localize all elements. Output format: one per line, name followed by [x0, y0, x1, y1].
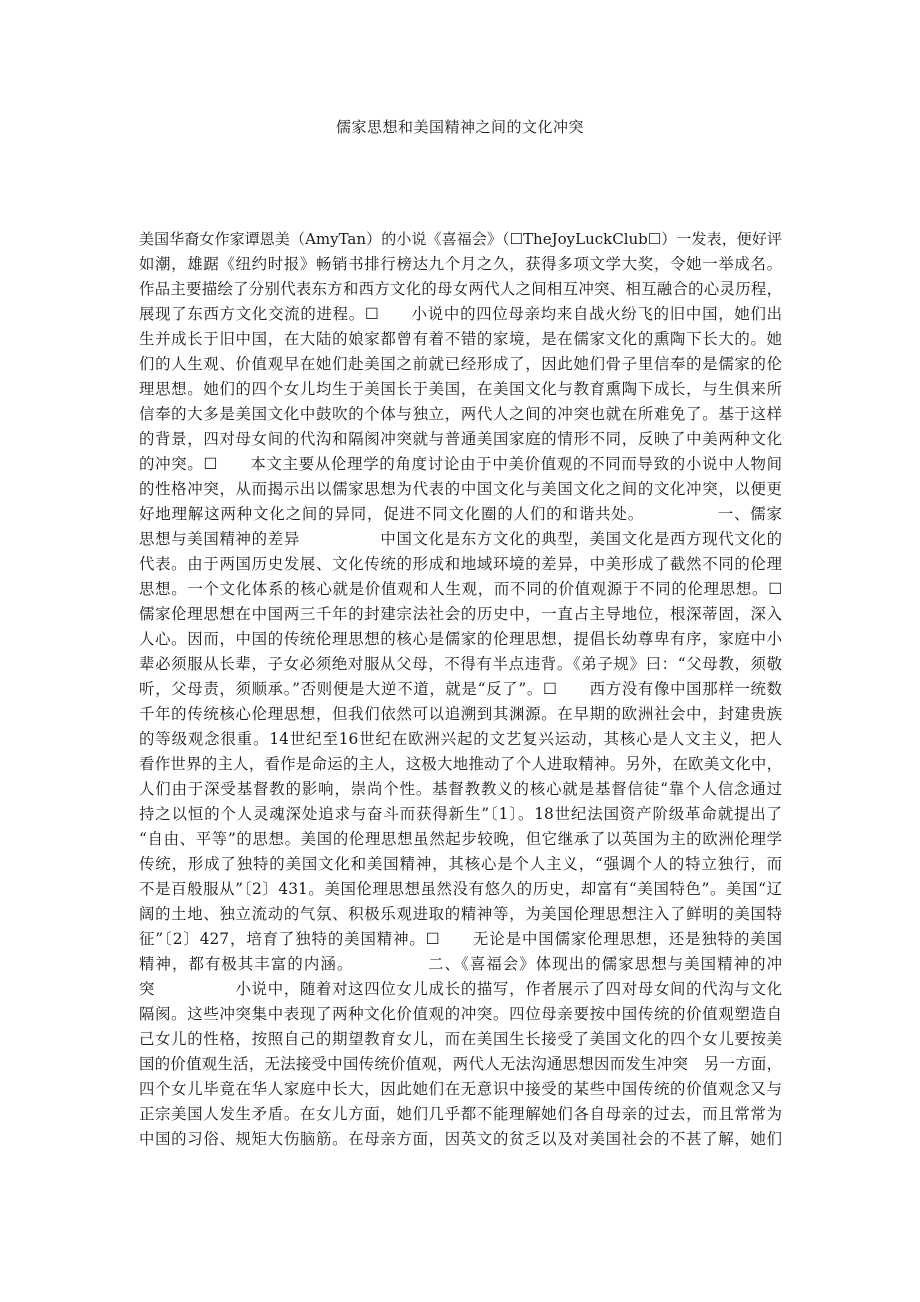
text-line: 如潮，雄踞《纽约时报》畅销书排行榜达九个月之久，获得多项文学大奖，令她一举成名。 [139, 255, 782, 273]
body-paragraph [139, 227, 782, 1152]
text-line: 四个女儿毕竟在华人家庭中长大，因此她们在无意识中接受的某些中国传统的价值观念又与 [139, 1080, 782, 1098]
text-line: 千年的传统核心伦理思想，但我们依然可以追溯到其渊源。在早期的欧洲社会中，封建贵族 [139, 705, 782, 723]
text-line: 精神，都有极其丰富的内涵。 二、《喜福会》体现出的儒家思想与美国精神的冲 [139, 955, 782, 973]
text-line: 辈必须服从长辈，子女必须绝对服从父母，不得有半点违背。《弟子规》曰：“父母教，须敬 [139, 655, 782, 673]
text-line: 人心。因而，中国的传统伦理思想的核心是儒家的伦理思想，提倡长幼尊卑有序，家庭中小 [139, 630, 782, 648]
text-line: 人们由于深受基督教的影响，崇尚个性。基督教教义的核心就是基督信徒“靠个人信念通过 [139, 780, 782, 798]
text-line: 己女儿的性格，按照自己的期望教育女儿，而在美国生长接受了美国文化的四个女儿要按美 [139, 1030, 782, 1048]
text-line: 不是百般服从”〔2〕431。美国伦理思想虽然没有悠久的历史，却富有“美国特色”。美国“辽 [139, 880, 782, 898]
text-line: 听，父母责，须顺承。”否则便是大逆不道，就是“反了”。☐ 西方没有像中国那样一统数 [139, 680, 782, 698]
text-line: 看作世界的主人，看作是命运的主人，这极大地推动了个人进取精神。另外，在欧美文化中， [139, 755, 782, 773]
text-line: 中国的习俗、规矩大伤脑筋。在母亲方面，因英文的贫乏以及对美国社会的不甚了解，她们 [139, 1130, 782, 1148]
text-line: 们的人生观、价值观早在她们赴美国之前就已经形成了，因此她们骨子里信奉的是儒家的伦 [139, 355, 782, 373]
text-line: 思想。一个文化体系的核心就是价值观和人生观，而不同的价值观源于不同的伦理思想。☐ [139, 580, 782, 598]
text-line: 的性格冲突，从而揭示出以儒家思想为代表的中国文化与美国文化之间的文化冲突，以便更 [139, 480, 782, 498]
text-line: 生并成长于旧中国，在大陆的娘家都曾有着不错的家境，是在儒家文化的熏陶下长大的。她 [139, 330, 782, 348]
text-line: 展现了东西方文化交流的进程。☐ 小说中的四位母亲均来自战火纷飞的旧中国，她们出 [139, 305, 782, 323]
text-line: 突 小说中，随着对这四位女儿成长的描写，作者展示了四对母女间的代沟与文化 [139, 980, 782, 998]
text-line: 国的价值观生活，无法接受中国传统价值观，两代人无法沟通思想因而发生冲突 另一方面， [139, 1055, 782, 1073]
text-line: 代表。由于两国历史发展、文化传统的形成和地域环境的差异，中美形成了截然不同的伦理 [139, 555, 782, 573]
text-line: “自由、平等”的思想。美国的伦理思想虽然起步较晚，但它继承了以英国为主的欧洲伦理学 [139, 830, 782, 848]
text-line: 持之以恒的个人灵魂深处追求与奋斗而获得新生”〔1〕。18世纪法国资产阶级革命就提出了 [139, 805, 782, 823]
text-line: 理思想。她们的四个女儿均生于美国长于美国，在美国文化与教育熏陶下成长，与生俱来所 [139, 380, 782, 398]
text-line: 美国华裔女作家谭恩美（AmyTan）的小说《喜福会》（☐TheJoyLuckClub☐）一发表，便好评 [139, 230, 782, 248]
text-line: 的等级观念很重。14世纪至16世纪在欧洲兴起的文艺复兴运动，其核心是人文主义，把人 [139, 730, 782, 748]
text-line: 作品主要描绘了分别代表东方和西方文化的母女两代人之间相互冲突、相互融合的心灵历程， [139, 280, 782, 298]
text-line: 传统，形成了独特的美国文化和美国精神，其核心是个人主义，“强调个人的特立独行，而 [139, 855, 782, 873]
text-line: 好地理解这两种文化之间的异同，促进不同文化圈的人们的和谐共处。 一、儒家 [139, 505, 782, 523]
text-line: 儒家伦理思想在中国两三千年的封建宗法社会的历史中，一直占主导地位，根深蒂固，深入 [139, 605, 782, 623]
text-line: 隔阂。这些冲突集中表现了两种文化价值观的冲突。四位母亲要按中国传统的价值观塑造自 [139, 1005, 782, 1023]
text-line: 的冲突。☐ 本文主要从伦理学的角度讨论由于中美价值观的不同而导致的小说中人物间 [139, 455, 782, 473]
document-title: 儒家思想和美国精神之间的文化冲突 [335, 118, 584, 136]
text-line: 征”〔2〕427，培育了独特的美国精神。☐ 无论是中国儒家伦理思想，还是独特的美国 [139, 930, 782, 948]
text-line: 信奉的大多是美国文化中鼓吹的个体与独立，两代人之间的冲突也就在所难免了。基于这样 [139, 405, 782, 423]
text-line: 思想与美国精神的差异 中国文化是东方文化的典型，美国文化是西方现代文化的 [139, 530, 782, 548]
text-line: 的背景，四对母女间的代沟和隔阂冲突就与普通美国家庭的情形不同，反映了中美两种文化 [139, 430, 782, 448]
text-line: 阔的土地、独立流动的气氛、积极乐观进取的精神等，为美国伦理思想注入了鲜明的美国特 [139, 905, 782, 923]
text-line: 正宗美国人发生矛盾。在女儿方面，她们几乎都不能理解她们各自母亲的过去，而且常常为 [139, 1105, 782, 1123]
